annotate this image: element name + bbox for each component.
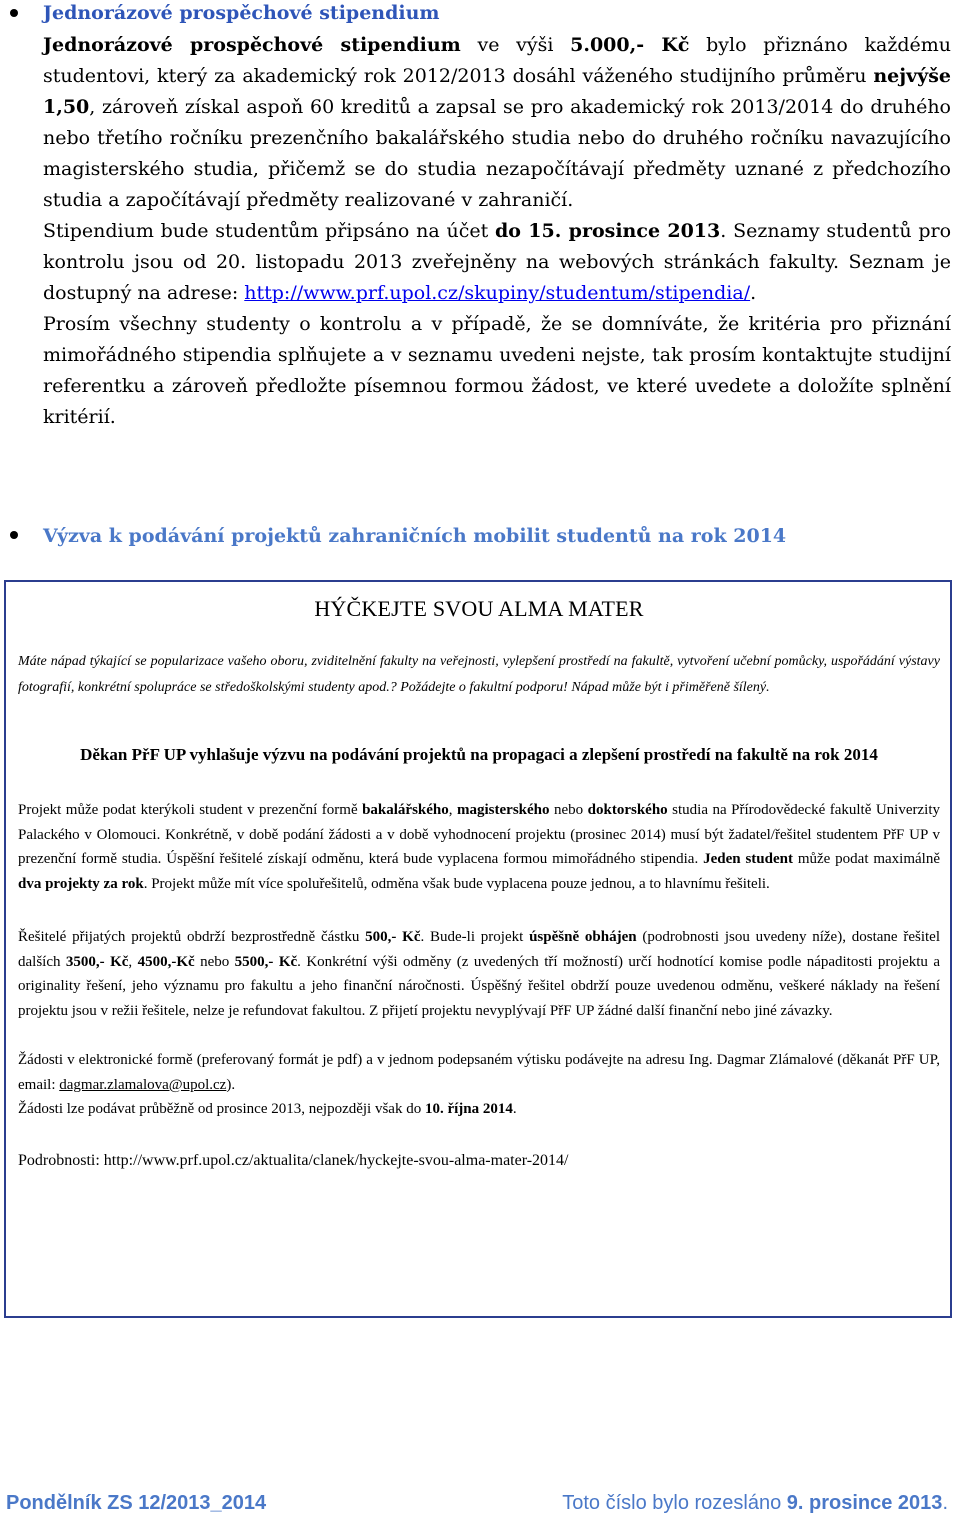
- stipend-section-title: Jednorázové prospěchové stipendium: [43, 2, 440, 24]
- box-paragraph-2: [18, 925, 940, 1023]
- box-paragraph-1: [18, 798, 940, 896]
- text-bold: úspěšně obhájen: [529, 929, 637, 945]
- stipend-paragraph-1: [43, 30, 951, 216]
- text-bold: doktorského: [587, 802, 668, 818]
- text: Řešitelé přijatých projektů obdrží bezprostředně částku: [18, 929, 366, 945]
- text: ve výši: [460, 34, 571, 56]
- email-link[interactable]: dagmar.zlamalova@upol.cz: [59, 1076, 227, 1093]
- stipend-paragraph-3: Prosím všechny studenty o kontrolu a v případě, že se domníváte, že kritéria pro přiznání mimořádného stipendia splňujete a v seznamu uvedeni nejste, tak prosím kontaktujte studijní referentku a zároveň předložte písemnou formou žádost, ve které uvedete a doložíte splnění kritérií.: [43, 313, 951, 428]
- text-bold: 9. prosince 2013: [786, 1492, 943, 1514]
- text: . Seznamy studentů pro kontrolu jsou od 20. listopadu 2013 zveřejněny na webových stránkách fakulty. Seznam je dostupný na adrese:: [43, 220, 952, 304]
- text: . Bude-li projekt: [420, 929, 530, 945]
- box-intro: Máte nápad týkající se popularizace vašeho oboru, zviditelnění fakulty na veřejnosti, vylepšení prostředí na fakultě, vytvoření učební pomůcky, uspořádání výstavy fotografií, konkrétní spolupráce se středoškolskými studenty apod.? Požádejte o fakultní podporu! Nápad může být i přiměřeně šílený.: [18, 654, 940, 695]
- text: může podat maximálně: [792, 851, 940, 867]
- box-heading: HÝČKEJTE SVOU ALMA MATER: [314, 596, 644, 621]
- text-bold: Jeden student: [703, 851, 793, 867]
- text-bold: magisterského: [457, 802, 550, 818]
- box-paragraph-3: [18, 1048, 940, 1122]
- stipend-list-link[interactable]: http://www.prf.upol.cz/skupiny/studentum/stipendia/: [244, 282, 751, 304]
- text-bold: Jednorázové prospěchové stipendium: [43, 34, 461, 56]
- text: bylo přiznáno každému studentovi, který za akademický rok 2012/2013 dosáhl váženého studijního průměru: [43, 34, 951, 87]
- text: Žádosti v elektronické formě (preferovaný formát je pdf) a v jednom podepsaném výtisku podávejte na adresu Ing. Dagmar Zlámalové (děkanát PřF UP, email:: [18, 1052, 940, 1093]
- bullet-icon: [10, 9, 18, 17]
- text-bold: 4500,-Kč: [137, 953, 195, 970]
- text: . Konkrétní výši odměny (z uvedených tří možností) určí hodnotící komise podle nápaditosti projektu a originality řešení, jeho významu pro fakultu a jeho finanční náročnosti. Úspěšný řešitel obdrží pouze uvedenou odměnu, veškeré náklady na řešení projektu jsou v režii řešitele, nelze je refundovat fakultou. Z přijetí projektu nevyplývají PřF UP žádné další finanční nebo jiné závazky.: [18, 953, 940, 1019]
- stipend-section: [43, 0, 951, 433]
- mobility-call-title: Výzva k podávání projektů zahraničních mobilit studentů na rok 2014: [43, 525, 787, 547]
- text: studia na Přírodovědecké fakultě Univerzity Palackého v Olomouci. Konkrétně, v době podání žádosti a v době vyhodnocení projektu (prosinec 2014) musí být žadatel/řešitel studentem PřF UP v prezenční formě studia. Úspěšní řešitelé získají odměnu, která bude vyplacena formou mimořádného stipendia.: [18, 802, 940, 867]
- text-bold: 10. října 2014: [424, 1101, 513, 1117]
- text-bold: 5.000,- Kč: [570, 34, 690, 56]
- text: Projekt může podat kterýkoli student v prezenční formě: [18, 802, 363, 818]
- text: nebo: [549, 802, 588, 818]
- text: (podrobnosti jsou uvedeny níže), dostane řešitel dalších: [18, 929, 941, 970]
- text: nebo: [194, 953, 235, 970]
- text: , zároveň získal aspoň 60 kreditů a zapsal se pro akademický rok 2013/2014 do druhého nebo třetího ročníku prezenčního bakalářského studia nebo do druhého ročníku navazujícího magisterského studia, přičemž se do studia nezapočítávají předměty uznané z předchozího studia a započítávají předměty realizované v zahraničí.: [43, 96, 951, 211]
- text-bold: 5500,- Kč: [234, 953, 298, 970]
- text: .: [942, 1492, 948, 1514]
- text-bold: 3500,- Kč: [65, 953, 129, 970]
- footer-issue-label: Pondělník ZS 12/2013_2014: [6, 1492, 267, 1514]
- text: . Projekt může mít více spoluřešitelů, odměna však bude vyplacena pouze jednou, a to hlavnímu řešiteli.: [143, 875, 770, 892]
- text: ,: [128, 953, 138, 970]
- box-call: Děkan PřF UP vyhlašuje výzvu na podávání projektů na propagaci a zlepšení prostředí na fakultě na rok 2014: [80, 745, 878, 764]
- text: Žádosti lze podávat průběžně od prosince 2013, nejpozději však do: [18, 1101, 425, 1117]
- text-bold: do 15. prosince 2013: [494, 220, 721, 242]
- text-bold: 500,- Kč: [365, 929, 421, 945]
- bullet-icon: [10, 531, 18, 539]
- text: ).: [226, 1076, 236, 1093]
- details-link[interactable]: Podrobnosti: http://www.prf.upol.cz/aktualita/clanek/hyckejte-svou-alma-mater-2014/: [18, 1151, 569, 1169]
- text-bold: nejvýše 1,50: [43, 65, 951, 118]
- text: .: [750, 282, 757, 304]
- text: .: [512, 1101, 517, 1117]
- stipend-paragraph-2: [43, 216, 951, 309]
- text-bold: bakalářského: [362, 802, 449, 818]
- text: ,: [448, 802, 458, 818]
- footer-sent-date: [562, 1492, 948, 1515]
- alma-mater-box: [4, 580, 952, 1318]
- stipend-section-body: [43, 30, 951, 433]
- text-bold: dva projekty za rok: [18, 875, 144, 892]
- text: Toto číslo bylo rozesláno: [562, 1492, 787, 1514]
- text: Stipendium bude studentům připsáno na účet: [43, 220, 495, 242]
